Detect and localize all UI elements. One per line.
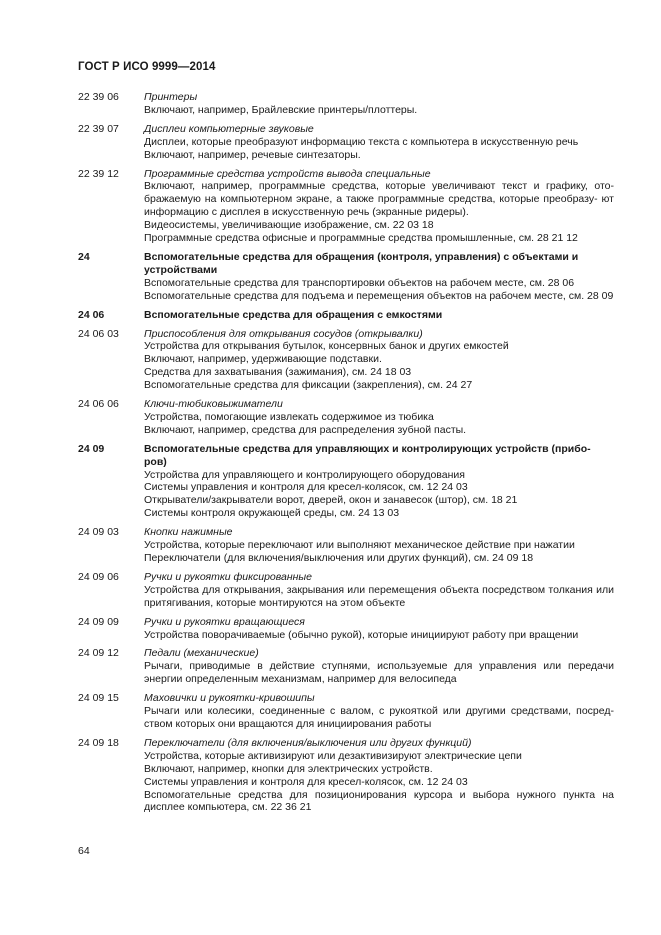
document-header: ГОСТ Р ИСО 9999—2014 [78, 61, 216, 73]
entry-description: Вспомогательные средства для фиксации (закрепления), см. 24 27 [144, 379, 473, 392]
entry-description: Устройства, которые переключают или выполняют механическое действие при нажатии [144, 539, 575, 552]
entry-body [144, 251, 614, 303]
entry-body [144, 737, 614, 814]
entry-code: 22 39 06 [78, 91, 119, 103]
entry-code: 24 06 06 [78, 398, 119, 411]
classification-entry [78, 251, 614, 303]
entry-description: Дисплеи, которые преобразуют информацию текста с компьютера в искусственную речь [144, 135, 579, 148]
page-number: 64 [78, 845, 90, 857]
entry-description: Программные средства офисные и программные средства промышленные, см. 28 21 12 [144, 232, 578, 245]
classification-entry [78, 309, 614, 322]
entry-description: Устройства для открывания бутылок, консервных банок и других емкостей [144, 340, 509, 353]
entry-description: Включают, например, речевые синтезаторы. [144, 148, 361, 161]
classification-entry [78, 91, 614, 117]
entry-description: Вспомогательные средства для подъема и перемещения объектов на рабочем месте, см. 28 09 [144, 289, 614, 302]
entry-title: Приспособления для открывания сосудов (открывалки) [144, 327, 423, 340]
entry-body [144, 571, 614, 610]
entry-body [144, 309, 614, 322]
entry-code: 24 [78, 250, 90, 263]
classification-entry [78, 123, 614, 162]
classification-entry [78, 443, 614, 520]
entry-code: 24 09 06 [78, 570, 119, 583]
entry-description: Устройства, которые активизируют или дезактивизируют электрические цепи [144, 749, 522, 762]
entry-code: 22 39 12 [78, 167, 119, 180]
entry-description: Рычаги или колесики, соединенные с валом, с рукояткой или другими средствами, посред- ством которых они вращаются для инициирования работы [144, 705, 614, 730]
entry-code: 24 09 03 [78, 526, 119, 539]
classification-entry [78, 328, 614, 393]
entry-body [144, 616, 614, 642]
entry-description: Видеосистемы, увеличивающие изображение, см. 22 03 18 [144, 219, 434, 232]
entry-body [144, 123, 614, 162]
entry-title: Вспомогательные средства для обращения (контроля, управления) с объектами и устройствами [144, 250, 579, 276]
entry-description: Системы управления и контроля для кресел-колясок, см. 12 24 03 [144, 775, 468, 788]
entry-description: Включают, например, кнопки для электрических устройств. [144, 762, 433, 775]
entry-description: Открыватели/закрыватели ворот, дверей, окон и занавесок (штор), см. 18 21 [144, 494, 518, 507]
entry-code: 24 09 18 [78, 736, 119, 749]
classification-entry [78, 571, 614, 610]
classification-entry [78, 692, 614, 731]
entry-title: Переключатели (для включения/выключения или других функций) [144, 736, 472, 749]
entry-title: Ручки и рукоятки вращающиеся [144, 615, 305, 628]
entry-body [144, 91, 614, 117]
entry-description: Включают, например, средства для распределения зубной пасты. [144, 423, 467, 436]
entry-title: Кнопки нажимные [144, 526, 233, 539]
classification-entry [78, 168, 614, 245]
entry-title: Дисплеи компьютерные звуковые [144, 122, 314, 135]
entry-description: Устройства для управляющего и контролирующего оборудования [144, 468, 465, 481]
entry-body [144, 328, 614, 393]
entry-body [144, 398, 614, 437]
classification-entry [78, 526, 614, 565]
entry-code: 24 09 12 [78, 647, 119, 660]
entry-description: Включают, например, удерживающие подставки. [144, 353, 382, 366]
entry-code: 22 39 07 [78, 122, 119, 135]
classification-entry [78, 737, 614, 814]
entry-description: Системы управления и контроля для кресел-колясок, см. 12 24 03 [144, 481, 468, 494]
entry-description: Средства для захватывания (зажимания), см. 24 18 03 [144, 366, 412, 379]
classification-entry [78, 398, 614, 437]
entry-title: Вспомогательные средства для обращения с емкостями [144, 308, 443, 321]
entry-body [144, 443, 614, 520]
entry-description: Переключатели (для включения/выключения или других функций), см. 24 09 18 [144, 552, 534, 564]
entry-description: Включают, например, программные средства, которые увеличивают текст и графику, ото- бражаемую на компьютерном экране, а также программные средства, которые преобразу- ют информацию с дисплея в искусственную речь (экранные ридеры). [144, 180, 614, 219]
classification-entry [78, 647, 614, 686]
entry-description: Включают, например, Брайлевские принтеры/плоттеры. [144, 103, 418, 116]
entry-body [144, 692, 614, 731]
entry-description: Вспомогательные средства для транспортировки объектов на рабочем месте, см. 28 06 [144, 276, 575, 289]
entry-body [144, 526, 614, 565]
entry-title: Программные средства устройств вывода специальные [144, 167, 431, 180]
entry-code: 24 06 03 [78, 327, 119, 340]
entry-code: 24 09 15 [78, 692, 119, 705]
entry-description: Вспомогательные средства для позиционирования курсора и выбора нужного пункта на дисплее компьютера, см. 22 36 21 [144, 788, 614, 814]
entry-title: Принтеры [144, 91, 198, 103]
entry-description: Устройства, помогающие извлекать содержимое из тюбика [144, 410, 434, 423]
classification-list [78, 91, 614, 820]
entry-description: Устройства поворачиваемые (обычно рукой), которые инициируют работу при вращении [144, 628, 579, 641]
entry-description: Устройства для открывания, закрывания или перемещения объекта посредством толкания или притягивания, которые монтируются на этом объекте [144, 583, 614, 609]
entry-description: Системы контроля окружающей среды, см. 24 13 03 [144, 507, 400, 520]
entry-code: 24 09 [78, 442, 105, 455]
entry-title: Ручки и рукоятки фиксированные [144, 570, 312, 583]
entry-description: Рычаги, приводимые в действие ступнями, используемые для управления или передачи энергии определенным механизмам, например для велосипеда [144, 660, 614, 686]
entry-code: 24 06 [78, 308, 105, 321]
entry-title: Педали (механические) [144, 647, 259, 660]
entry-title: Вспомогательные средства для управляющих и контролирующих устройств (прибо- ров) [144, 442, 591, 468]
entry-body [144, 168, 614, 245]
entry-title: Ключи-тюбиковыжиматели [144, 398, 283, 411]
entry-body [144, 647, 614, 686]
classification-entry [78, 616, 614, 642]
entry-code: 24 09 09 [78, 615, 119, 628]
entry-title: Маховички и рукоятки-кривошипы [144, 692, 315, 705]
